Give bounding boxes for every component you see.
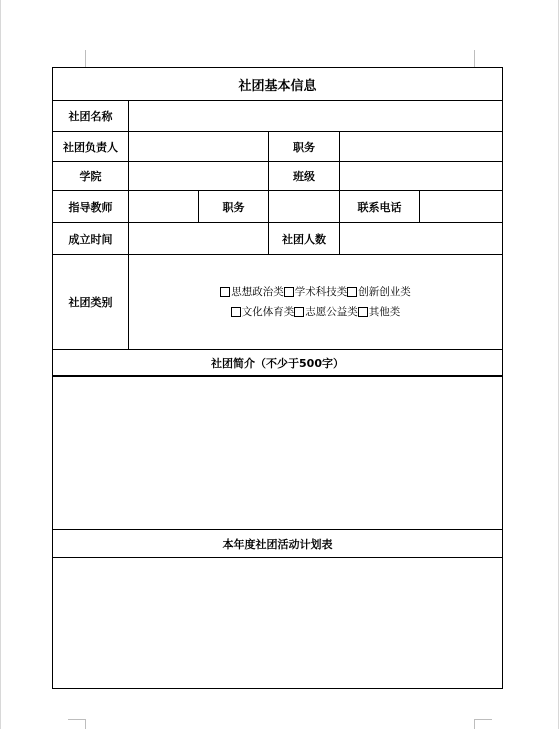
option-culture-sports[interactable]: 文化体育类	[231, 302, 295, 322]
field-members[interactable]	[340, 223, 502, 254]
field-advisor-position[interactable]	[269, 191, 340, 222]
crop-mark-bottom-left-h	[68, 719, 85, 720]
row-college	[53, 162, 502, 191]
crop-mark-bottom-right-h	[475, 719, 492, 720]
checkbox-icon[interactable]	[231, 307, 241, 317]
field-class[interactable]	[340, 162, 502, 190]
row-club-name	[53, 101, 502, 132]
label-members: 社团人数	[269, 223, 340, 254]
plan-heading: 本年度社团活动计划表	[222, 537, 333, 551]
category-options	[129, 255, 502, 349]
field-phone[interactable]	[420, 191, 502, 222]
field-leader-position[interactable]	[340, 132, 502, 161]
field-founded[interactable]	[129, 223, 269, 254]
plan-text-area[interactable]	[53, 558, 502, 688]
field-college[interactable]	[129, 162, 269, 190]
crop-mark-top-left	[85, 50, 86, 67]
form-title-row	[53, 68, 502, 101]
category-options-line-1	[220, 282, 411, 302]
row-founded	[53, 223, 502, 255]
checkbox-icon[interactable]	[358, 307, 368, 317]
option-innovation[interactable]: 创新创业类	[347, 282, 411, 302]
option-volunteer[interactable]: 志愿公益类	[294, 302, 358, 322]
intro-text-area[interactable]	[53, 376, 502, 530]
row-leader	[53, 132, 502, 162]
label-phone: 联系电话	[340, 191, 420, 222]
checkbox-icon[interactable]	[220, 287, 230, 297]
label-advisor-position: 职务	[199, 191, 269, 222]
label-class: 班级	[269, 162, 340, 190]
category-options-line-2	[231, 302, 401, 322]
crop-mark-bottom-right-v	[474, 719, 475, 729]
label-founded: 成立时间	[53, 223, 129, 254]
label-category: 社团类别	[53, 255, 129, 349]
option-other[interactable]: 其他类	[358, 302, 401, 322]
checkbox-icon[interactable]	[347, 287, 357, 297]
crop-mark-top-right	[474, 50, 475, 67]
row-advisor	[53, 191, 502, 223]
field-club-name[interactable]	[129, 101, 502, 131]
form-title: 社团基本信息	[238, 78, 317, 94]
label-club-name: 社团名称	[53, 101, 129, 131]
label-leader-position: 职务	[269, 132, 340, 161]
crop-mark-bottom-left-v	[85, 719, 86, 729]
field-leader[interactable]	[129, 132, 269, 161]
row-category	[53, 255, 502, 350]
club-info-form	[52, 67, 503, 689]
field-advisor[interactable]	[129, 191, 199, 222]
row-plan-heading	[53, 530, 502, 558]
option-academic[interactable]: 学术科技类	[284, 282, 348, 302]
intro-heading: 社团简介（不少于500字）	[211, 356, 344, 370]
row-intro-heading	[53, 350, 502, 376]
option-ideology[interactable]: 思想政治类	[220, 282, 284, 302]
checkbox-icon[interactable]	[294, 307, 304, 317]
label-advisor: 指导教师	[53, 191, 129, 222]
label-leader: 社团负责人	[53, 132, 129, 161]
label-college: 学院	[53, 162, 129, 190]
checkbox-icon[interactable]	[284, 287, 294, 297]
